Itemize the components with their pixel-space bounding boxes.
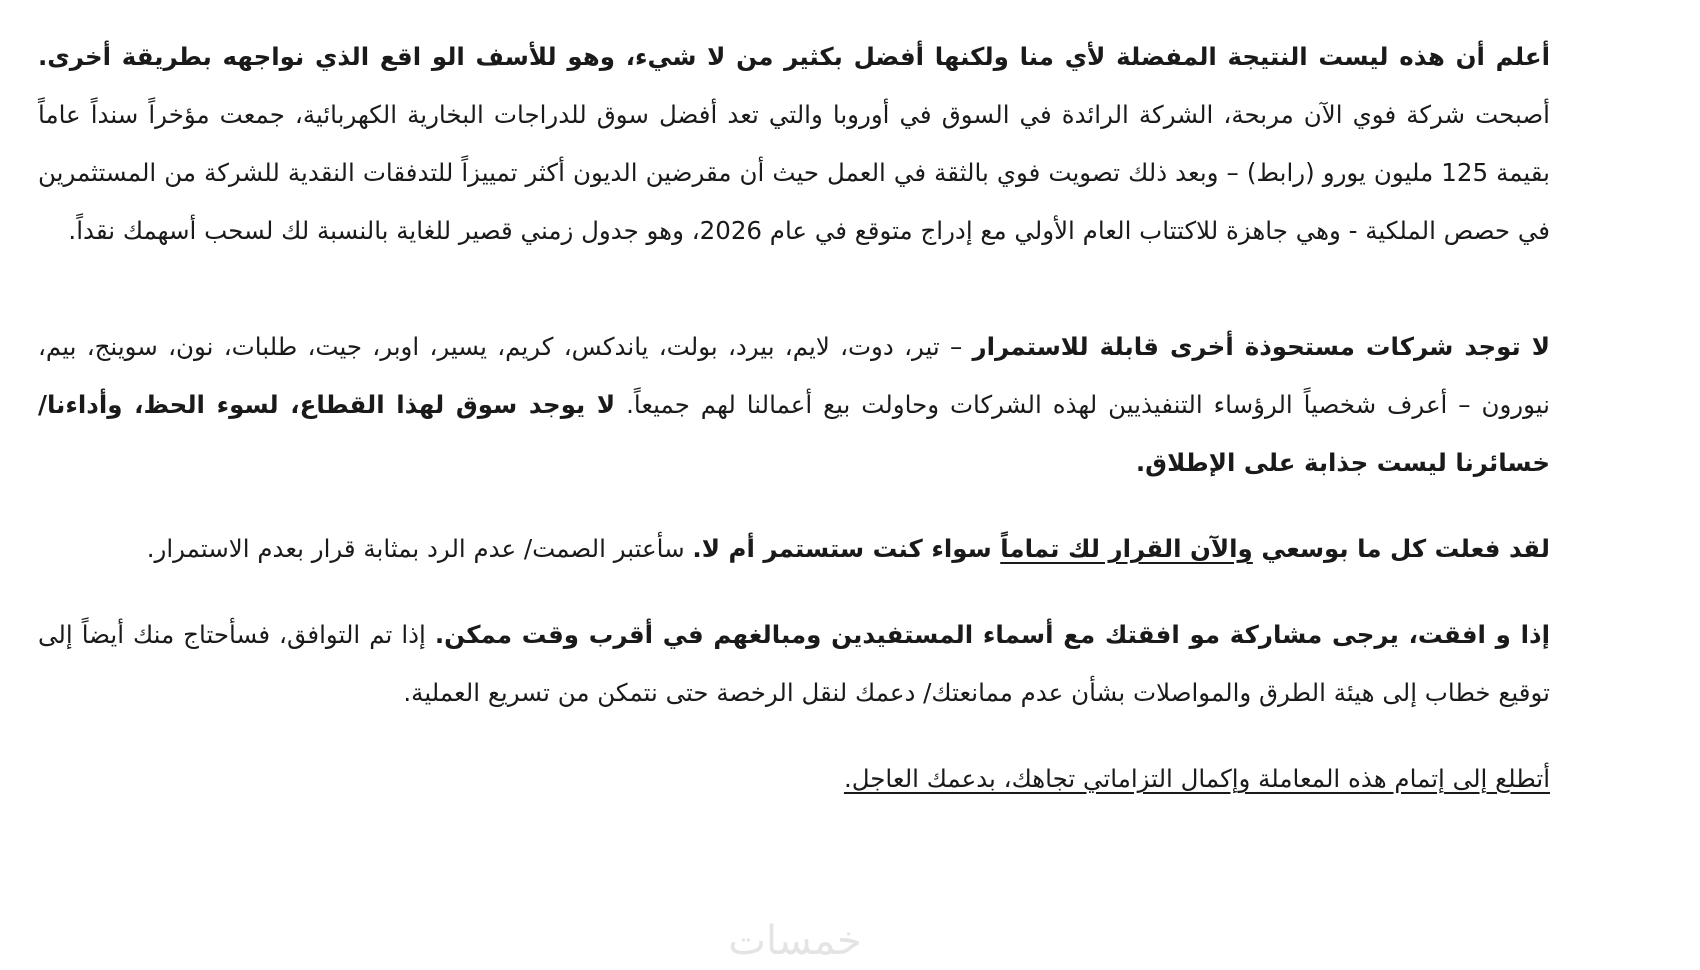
text-segment: لقد فعلت كل ما بوسعي <box>1252 534 1550 563</box>
watermark-logo: خمسات <box>728 918 862 964</box>
text-segment: لا توجد شركات مستحوذة أخرى قابلة للاستمرار <box>972 332 1550 361</box>
paragraph-decision <box>38 520 1550 578</box>
text-segment: إذا تم التوافق، فسأحتاج منك أيضاً إلى توقيع خطاب إلى هيئة الطرق والمواصلات بشأن عدم ممانعتك/ دعمك لنقل الرخصة حتى نتمكن من تسريع العملية. <box>38 620 1550 707</box>
paragraph-no-acquirers <box>38 318 1550 492</box>
paragraph-approval <box>38 606 1550 722</box>
paragraph-voi-bond <box>38 28 1550 260</box>
text-segment-underlined: أتطلع إلى إتمام هذه المعاملة وإكمال التزاماتي تجاهك، بدعمك العاجل. <box>843 764 1550 793</box>
text-segment: لا يوجد سوق لهذا القطاع، لسوء الحظ، وأداءنا/ خسائرنا ليست جذابة على الإطلاق. <box>38 390 1550 477</box>
text-segment-underlined: والآن القرار لك تماماً <box>1000 534 1253 563</box>
document-body <box>38 28 1550 808</box>
text-segment: أصبحت شركة فوي الآن مربحة، الشركة الرائدة في السوق في أوروبا والتي تعد أفضل سوق للدراجات البخارية الكهربائية، جمعت مؤخراً سنداً عاماً بقيمة 125 مليون يورو (رابط) – وبعد ذلك تصويت فوي بالثقة في العمل حيث أن مقرضين الديون أكثر تمييزاً للتدفقات النقدية للشركة من المستثمرين في حصص الملكية - وهي جاهزة للاكتتاب العام الأولي مع إدراج متوقع في عام 2026، وهو جدول زمني قصير للغاية بالنسبة لك لسحب أسهمك نقداً. <box>38 100 1550 245</box>
text-segment: سأعتبر الصمت/ عدم الرد بمثابة قرار بعدم الاستمرار. <box>146 534 693 563</box>
text-segment: أعلم أن هذه ليست النتيجة المفضلة لأي منا ولكنها أفضل بكثير من لا شيء، وهو للأسف الو اقع الذي نواجهه بطريقة أخرى. <box>38 42 1550 71</box>
text-segment: سواء كنت ستستمر أم لا. <box>692 534 1001 563</box>
text-segment: – تير، دوت، لايم، بيرد، بولت، ياندكس، كريم، يسير، اوبر، جيت، طلبات، نون، سوينج، بيم، نيورون – أعرف شخصياً الرؤساء التنفيذيين لهذه الشركات وحاولت بيع أعمالنا لهم جميعاً. <box>38 332 1550 419</box>
text-segment: إذا و افقت، يرجى مشاركة مو افقتك مع أسماء المستفيدين ومبالغهم في أقرب وقت ممكن. <box>434 620 1551 649</box>
paragraph-closing <box>38 750 1550 808</box>
